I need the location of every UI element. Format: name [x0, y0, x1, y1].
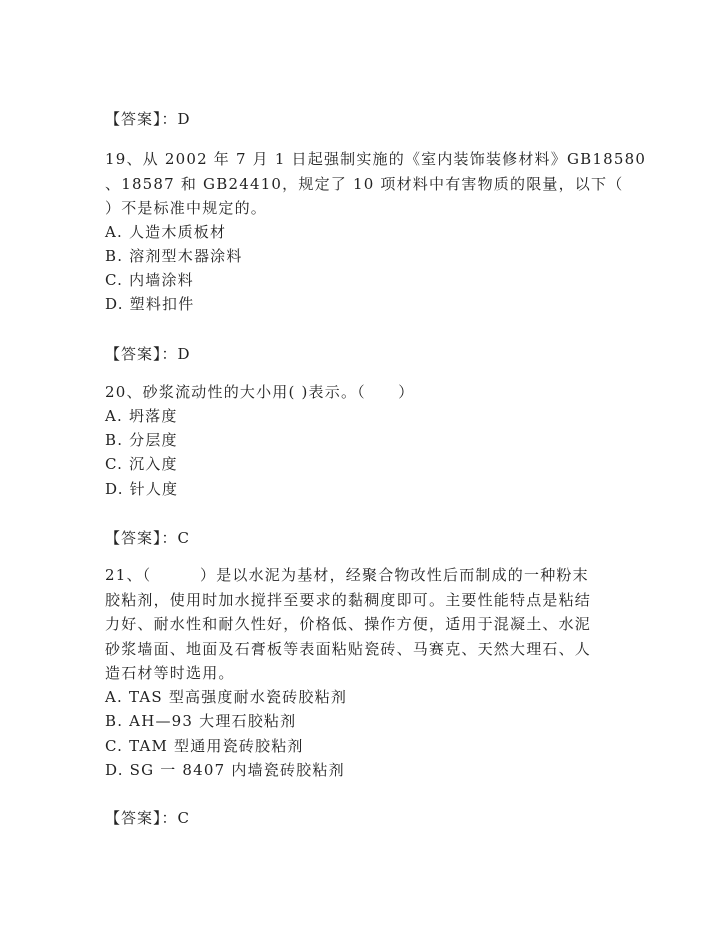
q20-option-b: B. 分层度: [105, 431, 178, 449]
q20-option-a: A. 坍落度: [105, 407, 178, 425]
q21-stem-line-1: 21、（ ）是以水泥为基材，经聚合物改性后而制成的一种粉末: [105, 566, 589, 584]
q21-stem-line-4: 砂浆墙面、地面及石膏板等表面粘贴瓷砖、马赛克、天然大理石、人: [105, 640, 592, 658]
q21-option-a: A. TAS 型高强度耐水瓷砖胶粘剂: [105, 688, 348, 706]
answer-q21: 【答案】：C: [105, 809, 190, 827]
q19-option-d: D. 塑料扣件: [105, 295, 195, 313]
q21-option-c: C. TAM 型通用瓷砖胶粘剂: [105, 737, 304, 755]
answer-q19: 【答案】：D: [105, 345, 191, 363]
q19-stem-line-3: ）不是标准中规定的。: [105, 199, 268, 217]
q21-option-b: B. AH—93 大理石胶粘剂: [105, 712, 297, 730]
q20-option-c: C. 沉入度: [105, 455, 178, 473]
q19-option-a: A. 人造木质板材: [105, 223, 227, 241]
q21-stem-line-5: 造石材等时选用。: [105, 664, 235, 682]
answer-q18: 【答案】：D: [105, 110, 191, 128]
q19-stem-line-1: 19、从 2002 年 7 月 1 日起强制实施的《室内装饰装修材料》GB18580: [105, 150, 647, 168]
q20-option-d: D. 针人度: [105, 480, 179, 498]
q19-option-c: C. 内墙涂料: [105, 271, 194, 289]
q21-option-d: D. SG 一 8407 内墙瓷砖胶粘剂: [105, 761, 345, 779]
q20-stem-line-1: 20、砂浆流动性的大小用( )表示。（ ）: [105, 383, 415, 401]
q21-stem-line-3: 力好、耐水性和耐久性好，价格低、操作方便，适用于混凝土、水泥: [105, 615, 592, 633]
q21-stem-line-2: 胶粘剂，使用时加水搅拌至要求的黏稠度即可。主要性能特点是粘结: [105, 591, 592, 609]
answer-q20: 【答案】：C: [105, 529, 190, 547]
q19-stem-line-2: 、18587 和 GB24410，规定了 10 项材料中有害物质的限量，以下（: [105, 175, 624, 193]
q19-option-b: B. 溶剂型木器涂料: [105, 247, 243, 265]
